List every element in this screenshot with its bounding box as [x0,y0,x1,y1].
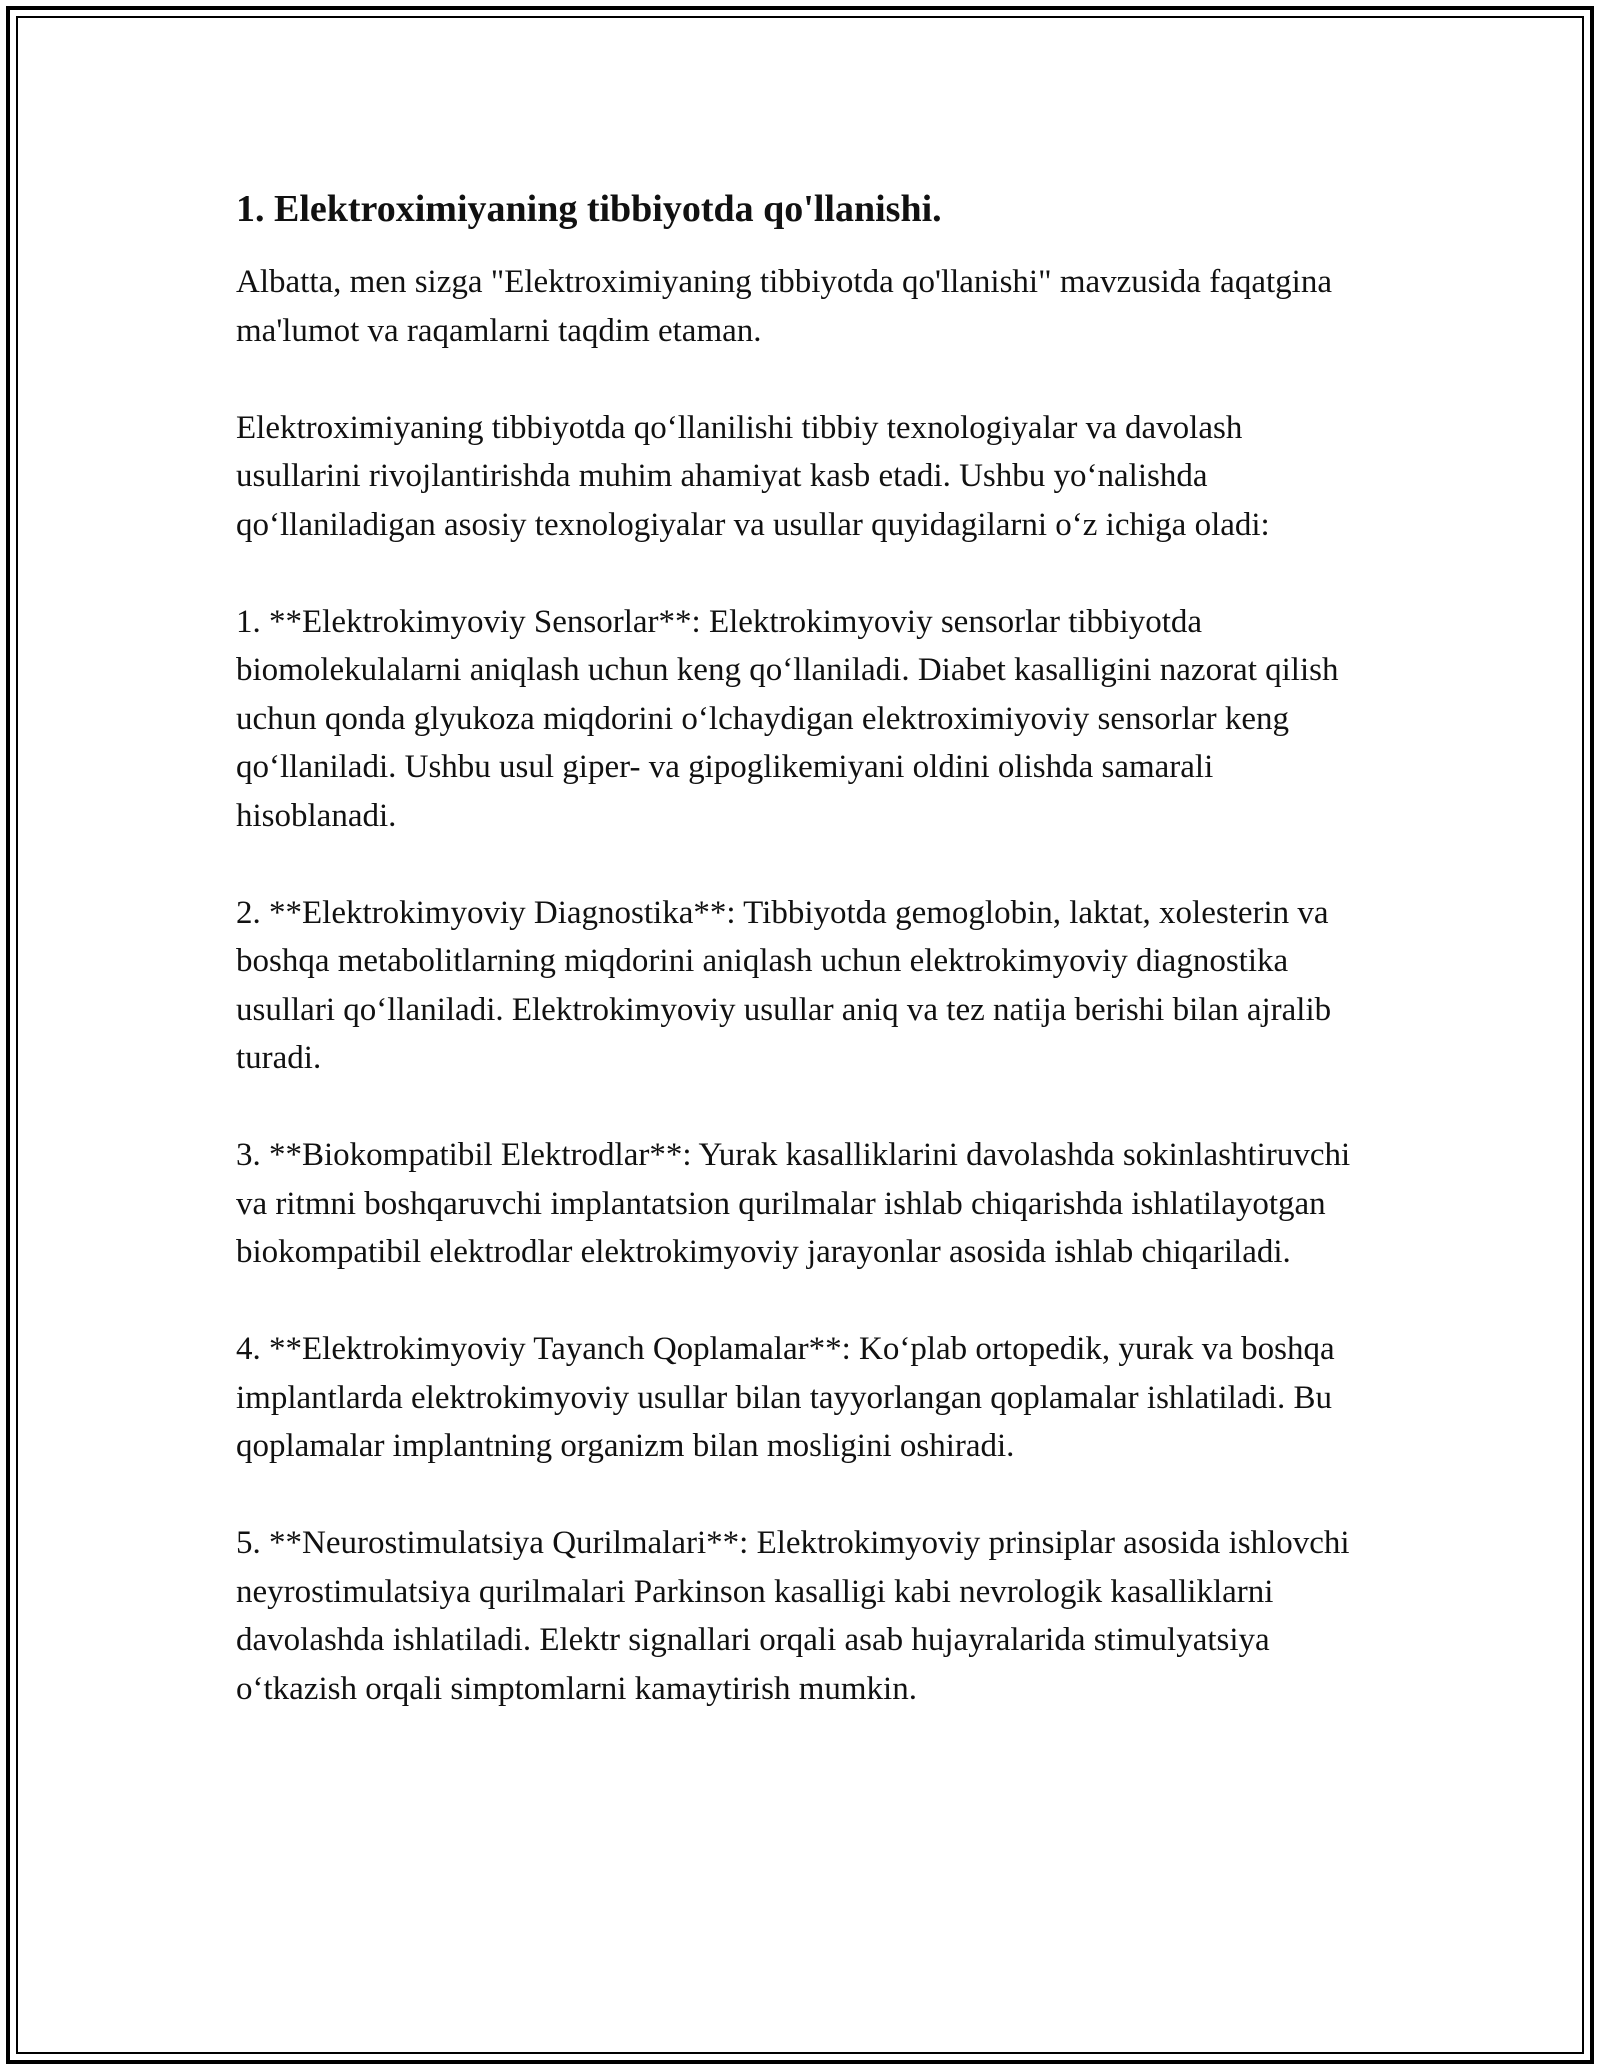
list-item-electrodes: 3. **Biokompatibil Elektrodlar**: Yurak kasalliklarini davolashda sokinlashtiruvchi va ritmni boshqaruvchi implantatsion qurilmalar ishlab chiqarishda ishlatilayotgan biokompatibil elektrodlar elektrokimyoviy jarayonlar asosida ishlab chiqariladi. [236,1137,1351,1270]
document-body [236,185,1366,1713]
document-title: 1. Elektroximiyaning tibbiyotda qo'llanishi. [236,188,942,230]
intro-paragraph: Albatta, men sizga "Elektroximiyaning tibbiyotda qo'llanishi" mavzusida faqatgina ma'lumot va raqamlarni taqdim etaman. [236,264,1332,349]
list-item-coatings: 4. **Elektrokimyoviy Tayanch Qoplamalar**: Ko‘plab ortopedik, yurak va boshqa implantlarda elektrokimyoviy usullar bilan tayyorlangan qoplamalar ishlatiladi. Bu qoplamalar implantning organizm bilan mosligini oshiradi. [236,1331,1335,1464]
list-item-neurostimulation: 5. **Neurostimulatsiya Qurilmalari**: Elektrokimyoviy prinsiplar asosida ishlovchi neyrostimulatsiya qurilmalari Parkinson kasalligi kabi nevrologik kasalliklarni davolashda ishlatiladi. Elektr signallari orqali asab hujayralarida stimulyatsiya o‘tkazish orqali simptomlarni kamaytirish mumkin. [236,1525,1350,1707]
list-item-diagnostics: 2. **Elektrokimyoviy Diagnostika**: Tibbiyotda gemoglobin, laktat, xolesterin va boshqa metabolitlarning miqdorini aniqlash uchun elektrokimyoviy diagnostika usullari qo‘llaniladi. Elektrokimyoviy usullar aniq va tez natija berishi bilan ajralib turadi. [236,894,1332,1076]
overview-paragraph: Elektroximiyaning tibbiyotda qo‘llanilishi tibbiy texnologiyalar va davolash usullarini rivojlantirishda muhim ahamiyat kasb etadi. Ushbu yo‘nalishda qo‘llaniladigan asosiy texnologiyalar va usullar quyidagilarni o‘z ichiga oladi: [236,409,1270,543]
list-item-sensors: 1. **Elektrokimyoviy Sensorlar**: Elektrokimyoviy sensorlar tibbiyotda biomolekulalarni aniqlash uchun keng qo‘llaniladi. Diabet kasalligini nazorat qilish uchun qonda glyukoza miqdorini o‘lchaydigan elektroximiyoviy sensorlar keng qo‘llaniladi. Ushbu usul giper- va gipoglikemiyani oldini olishda samarali hisoblanadi. [236,603,1339,834]
